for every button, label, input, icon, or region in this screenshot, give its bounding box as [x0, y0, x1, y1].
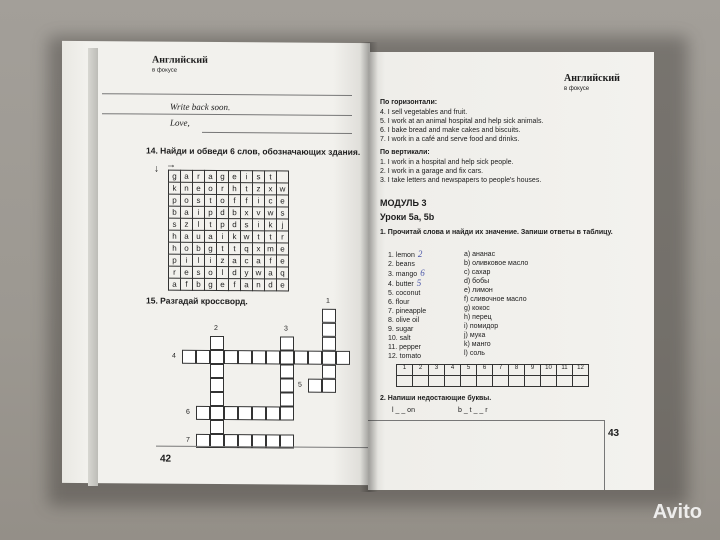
wordsearch-cell: y [241, 267, 253, 279]
meaning-item: l) соль [464, 350, 485, 357]
across-clue: 5. I work at an animal hospital and help sick animals. [380, 118, 544, 125]
wordsearch-cell: b [229, 207, 241, 219]
wordsearch-cell: s [193, 194, 205, 206]
crossword-cell [322, 323, 336, 337]
crossword-cell [252, 350, 266, 364]
wordsearch-cell: o [181, 194, 193, 206]
wordsearch-cell [277, 171, 289, 183]
crossword-cell [322, 309, 336, 323]
crossword-cell [210, 350, 224, 364]
crossword-cell [252, 406, 266, 420]
arrow-down-icon: ↓ [154, 163, 159, 175]
wordsearch-cell: f [229, 195, 241, 207]
wordsearch-cell: t [265, 171, 277, 183]
wordsearch-cell: e [229, 171, 241, 183]
task-2-title: 2. Напиши недостающие буквы. [380, 395, 492, 402]
crossword-cell [210, 378, 224, 392]
wordsearch-cell: p [169, 254, 181, 266]
wordsearch-cell: l [217, 267, 229, 279]
wordsearch-cell: t [253, 231, 265, 243]
meaning-item: k) манго [464, 341, 491, 348]
right-logo [564, 74, 620, 94]
wordsearch-cell: a [229, 255, 241, 267]
word-item: 1. lemon 2 [388, 249, 423, 259]
crossword-number: 1 [326, 297, 330, 305]
wordsearch-cell: x [253, 243, 265, 255]
answer-cell: 3 [429, 365, 445, 376]
meaning-item: h) перец [464, 314, 492, 321]
crossword-number: 4 [172, 352, 176, 360]
answer-cell: 1 [397, 365, 413, 376]
wordsearch-cell: i [253, 195, 265, 207]
wordsearch-cell: i [253, 219, 265, 231]
wordsearch-cell: e [277, 279, 289, 291]
wordsearch-cell: f [229, 279, 241, 291]
left-page [62, 41, 370, 485]
wordsearch-cell: f [241, 195, 253, 207]
wordsearch-cell: w [253, 267, 265, 279]
meaning-item: e) лимон [464, 287, 493, 294]
down-clue: 2. I work in a garage and fix cars. [380, 168, 484, 175]
wordsearch-cell: o [205, 182, 217, 194]
wordsearch-cell: t [217, 243, 229, 255]
answer-blank [557, 376, 573, 387]
wordsearch-cell: n [181, 182, 193, 194]
wordsearch-cell: g [217, 171, 229, 183]
wordsearch-cell: h [169, 230, 181, 242]
wordsearch-cell: a [169, 278, 181, 290]
crossword-cell [224, 406, 238, 420]
down-clues [380, 158, 650, 185]
wordsearch-cell: d [217, 207, 229, 219]
wordsearch-cell: x [265, 183, 277, 195]
answer-blank [397, 376, 413, 387]
crossword-number: 3 [284, 325, 288, 333]
wordsearch-cell: e [193, 182, 205, 194]
crossword-cell [294, 351, 308, 365]
word-item: 3. mango 6 [388, 268, 425, 278]
lessons-heading: Уроки 5а, 5b [380, 212, 435, 222]
meaning-item: f) сливочное масло [464, 296, 527, 303]
wordsearch-cell: h [169, 242, 181, 254]
avito-watermark: Avito [652, 501, 702, 523]
wordsearch-cell: a [265, 267, 277, 279]
answer-cell: 4 [445, 365, 461, 376]
crossword-cell [210, 364, 224, 378]
wordsearch-cell: l [193, 254, 205, 266]
wordsearch-cell: o [181, 242, 193, 254]
wordsearch-cell: a [253, 255, 265, 267]
crossword-number: 5 [298, 381, 302, 389]
answer-blank [429, 376, 445, 387]
wordsearch-cell: b [193, 278, 205, 290]
wordsearch-cell: e [217, 279, 229, 291]
crossword-cell [322, 337, 336, 351]
letter-line-2: Love, [170, 117, 190, 128]
right-page [368, 52, 654, 490]
crossword-cell [308, 351, 322, 365]
wordsearch-grid [168, 170, 289, 292]
crossword-number: 6 [186, 408, 190, 416]
word-item: 9. sugar [388, 326, 414, 333]
wordsearch-cell: d [229, 267, 241, 279]
wordsearch-cell: w [277, 183, 289, 195]
task-15-title: 15. Разгадай кроссворд. [146, 295, 248, 307]
wordsearch-cell: i [193, 206, 205, 218]
wordsearch-cell: i [217, 231, 229, 243]
answer-blank [573, 376, 589, 387]
wordsearch-cell: b [193, 242, 205, 254]
answer-blank [541, 376, 557, 387]
word-item: 11. pepper [388, 344, 421, 351]
down-heading: По вертикали: [380, 149, 430, 156]
wordsearch-cell: j [277, 219, 289, 231]
across-clue: 6. I bake bread and make cakes and biscuits. [380, 127, 521, 134]
wordsearch-cell: s [277, 207, 289, 219]
meaning-item: j) мука [464, 332, 486, 339]
answer-cell: 6 [477, 365, 493, 376]
answer-cell: 8 [509, 365, 525, 376]
answer-blank [509, 376, 525, 387]
meaning-item: a) ананас [464, 251, 496, 258]
wordsearch-cell: a [181, 230, 193, 242]
wordsearch-cell: a [241, 279, 253, 291]
meaning-item: c) сахар [464, 269, 491, 276]
word-item: 5. coconut [388, 290, 421, 297]
module-heading: МОДУЛЬ 3 [380, 198, 427, 208]
wordsearch-cell: a [205, 170, 217, 182]
wordsearch-cell: g [205, 278, 217, 290]
left-page-number: 42 [160, 453, 172, 465]
meanings-list [464, 250, 584, 358]
wordsearch-cell: i [181, 254, 193, 266]
across-clues [380, 108, 650, 144]
wordsearch-cell: e [277, 243, 289, 255]
answer-blank [413, 376, 429, 387]
answer-cell: 5 [461, 365, 477, 376]
wordsearch-cell: c [265, 195, 277, 207]
crossword-cell [308, 379, 322, 393]
crossword-cell [196, 406, 210, 420]
arrow-right-icon: → [166, 159, 176, 171]
crossword-cell [210, 420, 224, 434]
wordsearch-cell: f [265, 255, 277, 267]
wordsearch-cell: s [193, 266, 205, 278]
wordsearch-cell: m [265, 243, 277, 255]
wordsearch-cell: s [169, 218, 181, 230]
answer-blank [477, 376, 493, 387]
word-item: 4. butter 5 [388, 278, 422, 288]
crossword-cell [322, 351, 336, 365]
crossword-cell [210, 392, 224, 406]
wordsearch-cell: p [205, 206, 217, 218]
wordsearch-cell: g [205, 242, 217, 254]
crossword-cell [280, 392, 294, 406]
right-page-number: 43 [608, 428, 620, 439]
wordsearch-cell: u [193, 230, 205, 242]
wordsearch-cell: z [181, 218, 193, 230]
wordsearch-cell: a [181, 206, 193, 218]
crossword-cell [196, 350, 210, 364]
answer-table [396, 364, 589, 387]
wordsearch-cell: i [241, 171, 253, 183]
wordsearch-cell: e [181, 266, 193, 278]
answer-cell: 10 [541, 365, 557, 376]
wordsearch-cell: x [241, 207, 253, 219]
left-page-edge [88, 48, 98, 486]
wordsearch-cell: t [229, 243, 241, 255]
wordsearch-cell: n [253, 279, 265, 291]
left-logo-title: Английский [152, 54, 208, 66]
fill-word-1: l _ _ on [392, 407, 415, 414]
wordsearch-cell: o [217, 195, 229, 207]
wordsearch-cell: d [229, 219, 241, 231]
crossword-cell [280, 406, 294, 420]
across-heading: По горизонтали: [380, 99, 438, 106]
answer-blank [461, 376, 477, 387]
word-item: 7. pineapple [388, 308, 427, 315]
answer-cell: 2 [413, 365, 429, 376]
crossword-cell [280, 350, 294, 364]
task-1-title: 1. Прочитай слова и найди их значение. Запиши ответы в таблицу. [380, 229, 613, 236]
answer-blank [445, 376, 461, 387]
down-clue: 1. I work in a hospital and help sick people. [380, 159, 514, 166]
wordsearch-cell: r [193, 170, 205, 182]
wordsearch-cell: s [241, 219, 253, 231]
wordsearch-cell: c [241, 255, 253, 267]
crossword-number: 7 [186, 436, 190, 444]
wordsearch-cell: f [181, 278, 193, 290]
wordsearch-cell: r [217, 183, 229, 195]
wordsearch-cell: q [277, 267, 289, 279]
fill-word-2: b _ t _ _ r [458, 407, 488, 414]
right-logo-subtitle: в фокусе [564, 86, 590, 92]
wordsearch-cell: r [277, 231, 289, 243]
answer-cell: 9 [525, 365, 541, 376]
word-item: 6. flour [388, 299, 410, 306]
wordsearch-cell: w [241, 231, 253, 243]
wordsearch-cell: l [193, 218, 205, 230]
across-clue: 4. I sell vegetables and fruit. [380, 109, 468, 116]
word-item: 10. salt [388, 335, 411, 342]
wordsearch-cell: t [205, 218, 217, 230]
answer-cell: 7 [493, 365, 509, 376]
answer-blank [525, 376, 541, 387]
book-gutter [360, 42, 378, 492]
wordsearch-cell: z [217, 255, 229, 267]
wordsearch-cell: h [229, 183, 241, 195]
crossword-number: 2 [214, 324, 218, 333]
word-item: 8. olive oil [388, 317, 420, 324]
wordsearch-cell: v [253, 207, 265, 219]
crossword-cell [238, 406, 252, 420]
letter-line-1: Write back soon. [170, 101, 231, 113]
wordsearch-cell: i [205, 254, 217, 266]
wordsearch-cell: t [205, 194, 217, 206]
wordsearch-cell: p [169, 194, 181, 206]
wordsearch-cell: k [229, 231, 241, 243]
wordsearch-cell: d [265, 279, 277, 291]
wordsearch-cell: w [265, 207, 277, 219]
wordsearch-cell: a [205, 230, 217, 242]
crossword-cell [210, 336, 224, 350]
wordsearch-cell: p [217, 219, 229, 231]
crossword-cell [336, 351, 350, 365]
wordsearch-cell: e [277, 255, 289, 267]
wordsearch-cell: a [181, 170, 193, 182]
right-logo-title: Английский [564, 73, 620, 84]
answer-blank [493, 376, 509, 387]
wordsearch-cell: t [241, 183, 253, 195]
wordsearch-cell: k [265, 219, 277, 231]
wordsearch-cell: g [169, 170, 181, 182]
crossword-cell [322, 379, 336, 393]
crossword-cell [280, 364, 294, 378]
crossword-cell [322, 365, 336, 379]
wordsearch-cell: k [169, 182, 181, 194]
wordsearch-cell: s [253, 171, 265, 183]
crossword-cell [210, 406, 224, 420]
crossword-cell [182, 350, 196, 364]
word-item: 12. tomato [388, 353, 422, 360]
answer-cell: 11 [557, 365, 573, 376]
wordsearch-cell: b [169, 206, 181, 218]
crossword-cell [266, 350, 280, 364]
task-14-title: 14. Найди и обведи 6 слов, обозначающих здания. [146, 145, 361, 158]
meaning-item: d) бобы [464, 278, 490, 285]
wordsearch-cell: r [169, 266, 181, 278]
wordsearch-cell: o [205, 266, 217, 278]
meaning-item: i) помидор [464, 323, 499, 330]
down-clue: 3. I take letters and newspapers to people's houses. [380, 177, 542, 184]
wordsearch-cell: t [265, 231, 277, 243]
wordsearch-cell: z [253, 183, 265, 195]
word-item: 2. beans [388, 261, 415, 268]
meaning-item: b) оливковое масло [464, 260, 529, 267]
crossword-cell [280, 336, 294, 350]
crossword-cell [224, 350, 238, 364]
wordsearch-cell: q [241, 243, 253, 255]
left-logo [152, 56, 208, 76]
answer-cell: 12 [573, 365, 589, 376]
across-clue: 7. I work in a café and serve food and drinks. [380, 136, 520, 143]
crossword-cell [266, 406, 280, 420]
crossword-cell [280, 378, 294, 392]
meaning-item: g) кокос [464, 305, 490, 312]
wordsearch-cell: e [277, 195, 289, 207]
left-logo-subtitle: в фокусе [152, 67, 178, 74]
crossword-cell [238, 350, 252, 364]
